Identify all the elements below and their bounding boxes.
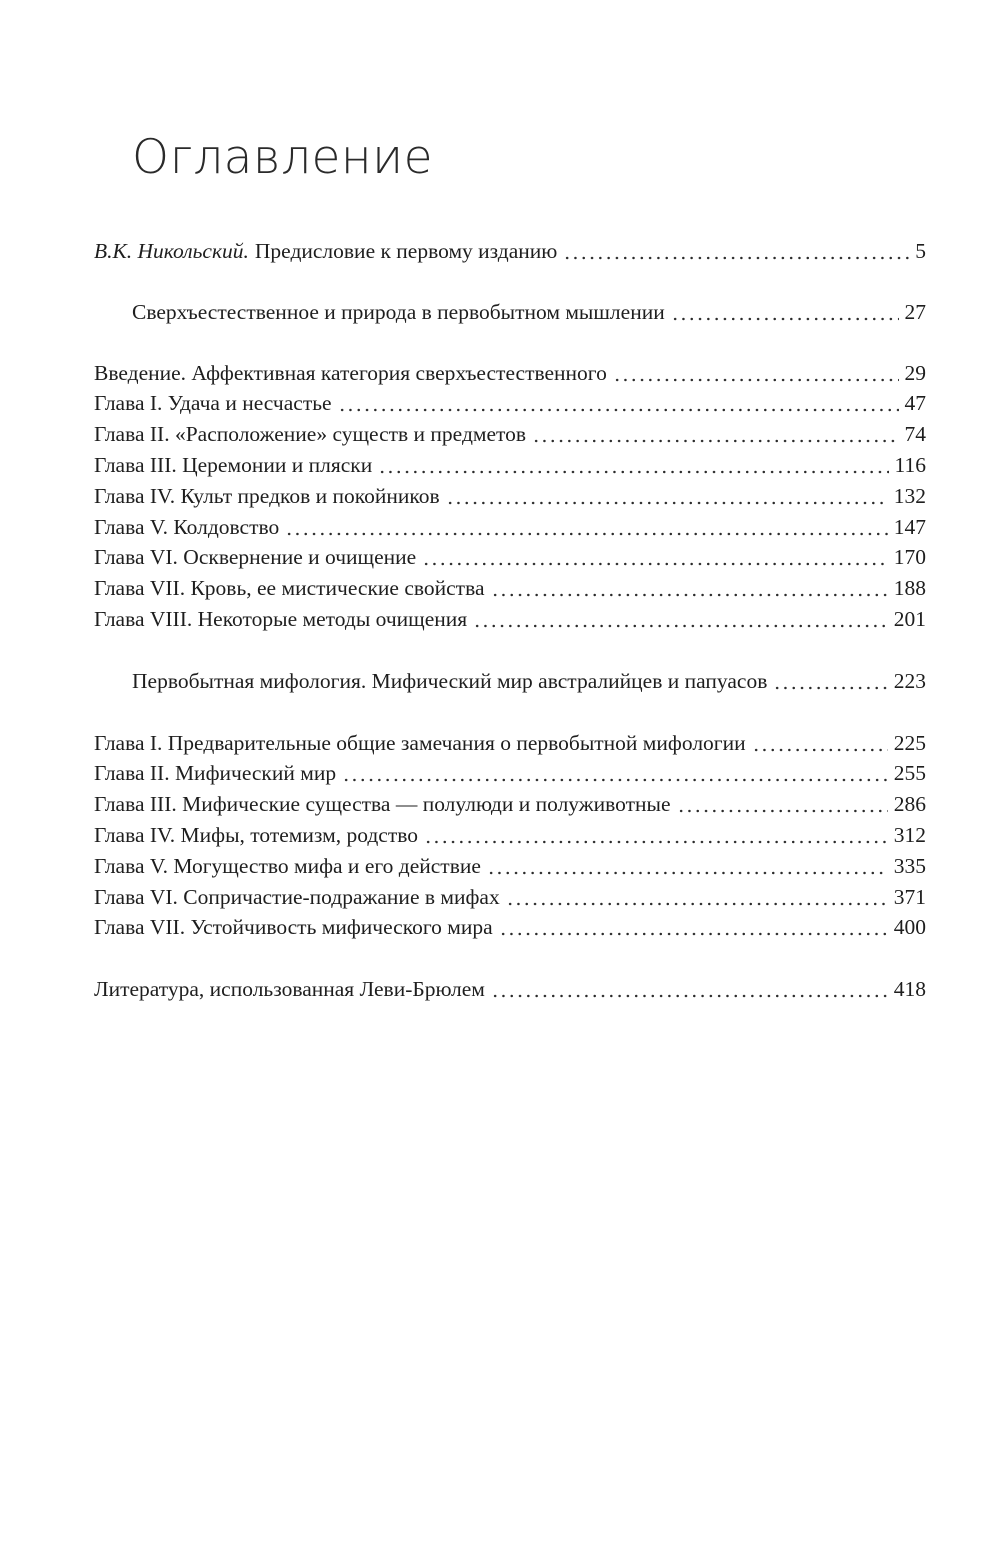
dot-leader [491, 576, 888, 598]
toc-entry [94, 388, 926, 419]
toc-entry-page: 335 [893, 853, 926, 878]
toc-entry [94, 820, 926, 851]
toc-entry-label: Глава VII. Устойчивость мифического мира [94, 915, 493, 940]
dot-leader [487, 853, 888, 875]
toc-entry-page: 201 [893, 606, 926, 631]
toc-entry-literature [94, 974, 926, 1005]
toc-entry-page: 371 [893, 884, 926, 909]
toc-entry [94, 573, 926, 604]
dot-leader [338, 391, 899, 413]
toc-entry-author: В.К. Никольский. [94, 239, 249, 263]
toc-part-heading-1 [94, 297, 926, 328]
toc-entry-label: Глава V. Колдовство [94, 514, 280, 539]
dot-leader [499, 915, 888, 937]
dot-leader [422, 545, 888, 567]
toc-entry [94, 419, 926, 450]
toc-entry-label: Сверхъестественное и природа в первобытном мышлении [132, 299, 665, 324]
toc-entry-page: 255 [893, 761, 926, 786]
dot-leader [677, 792, 888, 814]
table-of-contents [94, 236, 926, 1005]
dot-leader [613, 360, 899, 382]
toc-entry-label: Глава VI. Осквернение и очищение [94, 545, 417, 570]
toc-entry [94, 604, 926, 635]
toc-entry-page: 286 [893, 792, 926, 817]
toc-entry [94, 912, 926, 943]
dot-leader [532, 422, 898, 444]
toc-entry [94, 789, 926, 820]
toc-entry-page: 188 [893, 576, 926, 601]
dot-leader [446, 483, 888, 505]
toc-entry-label: Глава IV. Культ предков и покойников [94, 483, 440, 508]
toc-entry [94, 481, 926, 512]
toc-entry-label: Глава V. Могущество мифа и его действие [94, 853, 481, 878]
toc-entry-label: Глава I. Удача и несчастье [94, 391, 332, 416]
toc-entry-preface [94, 236, 926, 267]
toc-entry-page: 5 [915, 239, 926, 263]
toc-entry [94, 512, 926, 543]
dot-leader [671, 299, 899, 321]
toc-entry-page: 170 [893, 545, 926, 570]
toc-entry-label: Глава IV. Мифы, тотемизм, родство [94, 822, 418, 847]
toc-entry-page: 400 [893, 915, 926, 940]
toc-entry [94, 758, 926, 789]
toc-entry-page: 225 [893, 730, 926, 755]
toc-entry-page: 47 [904, 391, 926, 416]
toc-entry-label: Первобытная мифология. Мифический мир австралийцев и папуасов [132, 668, 768, 693]
toc-entry [94, 450, 926, 481]
toc-entry-label: Глава VIII. Некоторые методы очищения [94, 606, 468, 631]
toc-entry-label: Глава III. Мифические существа — полулюди и полуживотные [94, 792, 671, 817]
toc-entry-label: Предисловие к первому изданию [254, 239, 558, 263]
toc-entry [94, 358, 926, 389]
dot-leader [285, 514, 888, 536]
toc-entry-page: 27 [904, 299, 926, 324]
toc-entry [94, 851, 926, 882]
dot-leader [473, 606, 888, 628]
toc-part2-list [94, 728, 926, 944]
toc-entry-label: Глава II. Мифический мир [94, 761, 337, 786]
toc-entry-page: 29 [904, 360, 926, 385]
dot-leader [491, 977, 888, 999]
toc-entry [94, 728, 926, 759]
toc-entry-page: 74 [904, 422, 926, 447]
toc-entry-page: 147 [893, 514, 926, 539]
toc-entry-label: Глава I. Предварительные общие замечания о первобытной мифологии [94, 730, 746, 755]
toc-part-heading-2 [94, 666, 926, 697]
toc-entry [94, 542, 926, 573]
toc-entry-label: Глава III. Церемонии и пляски [94, 452, 373, 477]
toc-entry-label: Глава II. «Расположение» существ и предметов [94, 422, 527, 447]
dot-leader [506, 884, 888, 906]
dot-leader [773, 668, 887, 690]
dot-leader [342, 761, 888, 783]
dot-leader [752, 730, 888, 752]
toc-entry-page: 312 [893, 822, 926, 847]
toc-entry-page: 116 [894, 452, 926, 477]
toc-entry-label: Глава VII. Кровь, ее мистические свойства [94, 576, 485, 601]
toc-entry-page: 132 [893, 483, 926, 508]
dot-leader [378, 452, 888, 474]
toc-entry-label: Введение. Аффективная категория сверхъестественного [94, 360, 607, 385]
toc-entry-page: 223 [893, 668, 926, 693]
toc-part1-list [94, 358, 926, 635]
dot-leader [563, 239, 909, 261]
toc-entry [94, 882, 926, 913]
page-title: Оглавление [132, 130, 434, 185]
toc-entry-label: Глава VI. Сопричастие-подражание в мифах [94, 884, 500, 909]
toc-entry-page: 418 [893, 977, 926, 1002]
toc-entry-label: Литература, использованная Леви-Брюлем [94, 977, 485, 1002]
dot-leader [424, 822, 888, 844]
